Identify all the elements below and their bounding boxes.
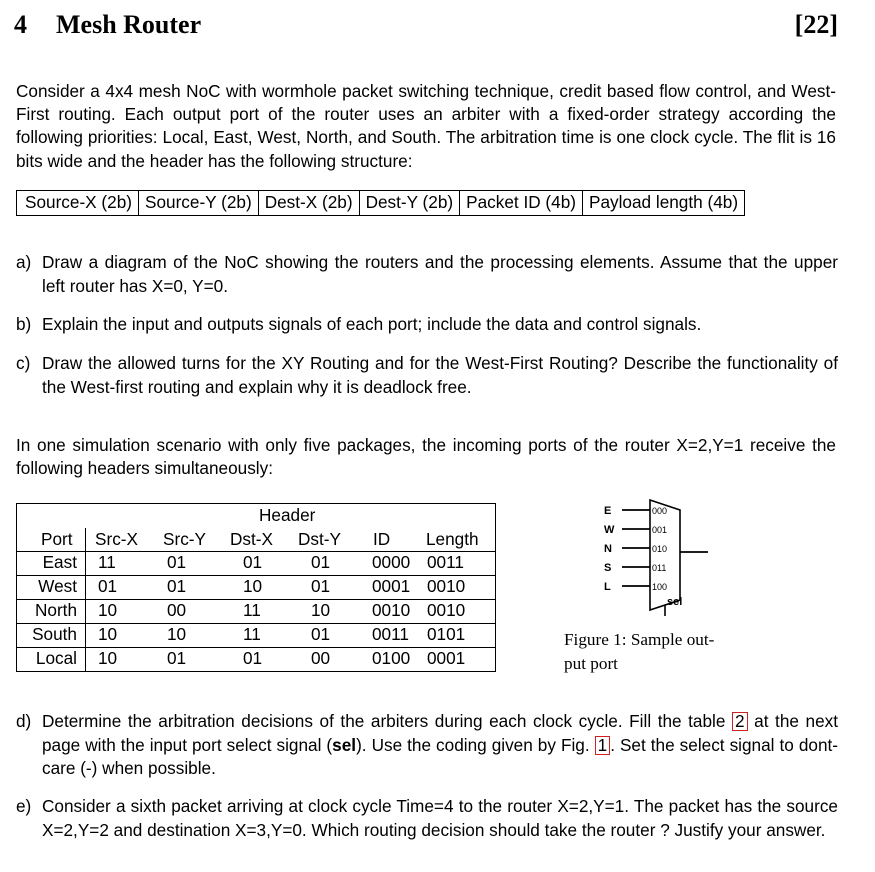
- question-label: b): [16, 314, 32, 334]
- sel-label: sel: [667, 596, 683, 608]
- question-text-part: . Set the select signal to dont-care (-) when possible.: [42, 734, 839, 778]
- mux-body: [650, 500, 683, 610]
- mux-input-label: W: [604, 524, 615, 536]
- figure-caption: [564, 628, 764, 676]
- question-a: [16, 251, 838, 298]
- table-cell: 01: [243, 648, 263, 668]
- column-header: Length: [426, 529, 479, 549]
- table-cell: 10: [167, 624, 187, 644]
- header-structure-table: [16, 190, 745, 216]
- table-cell: 11: [243, 600, 261, 620]
- table-cell: 01: [311, 576, 331, 596]
- table-cell: 01: [311, 552, 331, 572]
- column-header: Dst-X: [230, 529, 273, 549]
- question-label: e): [16, 796, 32, 816]
- question-label: d): [16, 711, 32, 731]
- question-c: [16, 352, 838, 399]
- scenario-paragraph: In one simulation scenario with only five packages, the incoming ports of the router X=2,Y=1 receive the following headers simultaneously:: [16, 435, 836, 479]
- table-cell: 01: [311, 624, 331, 644]
- table-cell: 11: [243, 624, 261, 644]
- sample-output-port-figure: [600, 498, 730, 616]
- question-text: Draw the allowed turns for the XY Routing and for the West-First Routing? Describe the functionality of the West-first routing and explain why it is deadlock free.: [42, 353, 838, 397]
- table-cell: 0010: [427, 600, 466, 620]
- field-payload-length: Payload length (4b): [582, 191, 744, 215]
- mux-input-code: 010: [652, 544, 668, 554]
- section-heading: [14, 10, 838, 46]
- mux-input-label: E: [604, 505, 612, 517]
- table-cell: 00: [311, 648, 331, 668]
- table-cell: 0001: [427, 648, 466, 668]
- table-cell: 0100: [372, 648, 411, 668]
- question-text: Explain the input and outputs signals of each port; include the data and control signals.: [42, 314, 702, 334]
- question-text: Consider a sixth packet arriving at clock cycle Time=4 to the router X=2,Y=1. The packet has the source X=2,Y=2 and destination X=3,Y=0. Which routing decision should take the router ? Justify your answer.: [42, 796, 838, 840]
- table-cell: 01: [167, 648, 187, 668]
- figure-reference-link[interactable]: 1: [595, 736, 611, 755]
- table-cell: 00: [167, 600, 187, 620]
- row-port-label: South: [32, 624, 77, 644]
- table-cell: 10: [98, 648, 118, 668]
- table-cell: 0010: [427, 576, 466, 596]
- question-text-part: Determine the arbitration decisions of the arbiters during each clock cycle. Fill the table: [42, 711, 726, 731]
- table-cell: 10: [98, 600, 118, 620]
- table-reference-link[interactable]: 2: [732, 712, 748, 731]
- question-label: a): [16, 252, 32, 272]
- table-cell: 0010: [372, 600, 411, 620]
- column-header: ID: [373, 529, 391, 549]
- table-cell: 01: [167, 552, 187, 572]
- mux-input-label: N: [604, 543, 612, 555]
- column-header: Port: [41, 529, 73, 549]
- question-b: [16, 313, 838, 337]
- column-header: Src-X: [95, 529, 138, 549]
- incoming-headers-table: [16, 503, 496, 672]
- table-cell: 10: [243, 576, 263, 596]
- column-header: Src-Y: [163, 529, 206, 549]
- mux-input-label: S: [604, 562, 612, 574]
- row-port-label: West: [38, 576, 77, 596]
- section-number: 4: [14, 10, 27, 39]
- column-header: Dst-Y: [298, 529, 341, 549]
- field-dest-x: Dest-X (2b): [258, 191, 359, 215]
- question-text: [42, 710, 838, 781]
- table-cell: 0011: [372, 624, 409, 644]
- table-cell: 0000: [372, 552, 411, 572]
- table-cell: 11: [98, 552, 116, 572]
- table-cell: 0101: [427, 624, 466, 644]
- table-cell: 01: [98, 576, 118, 596]
- question-text-part: at the next page with the input port select signal (: [42, 711, 839, 755]
- table-cell: 01: [243, 552, 263, 572]
- field-source-x: Source-X (2b): [25, 192, 132, 212]
- question-text-part: ). Use the coding given by Fig.: [356, 734, 590, 755]
- caption-line: Figure 1: Sample out-: [564, 630, 715, 649]
- table-cell: 10: [311, 600, 331, 620]
- field-dest-y: Dest-Y (2b): [359, 191, 460, 215]
- question-d: [16, 710, 838, 781]
- sel-keyword: sel: [332, 734, 357, 755]
- table-cell: 0001: [372, 576, 411, 596]
- table-cell: 0011: [427, 552, 464, 572]
- intro-paragraph: Consider a 4x4 mesh NoC with wormhole packet switching technique, credit based flow control, and West-First routing. Each output port of the router uses an arbiter with a fixed-order strategy according the following priorities: Local, East, West, North, and South. The arbitration time is one clock cycle. The flit is 16 bits wide and the header has the following structure:: [16, 81, 836, 171]
- header-group-title: Header: [259, 505, 316, 525]
- question-label: c): [16, 353, 31, 373]
- row-port-label: East: [42, 552, 77, 572]
- section-title: Mesh Router: [56, 10, 202, 39]
- caption-line: put port: [564, 654, 618, 673]
- row-port-label: Local: [35, 648, 77, 668]
- mux-input-code: 011: [652, 563, 667, 573]
- table-cell: 01: [167, 576, 187, 596]
- mux-diagram: [600, 498, 730, 616]
- mux-input-code: 100: [652, 582, 668, 592]
- question-e: [16, 795, 838, 842]
- mux-input-code: 000: [652, 506, 668, 516]
- field-packet-id: Packet ID (4b): [459, 191, 582, 215]
- mux-input-code: 001: [652, 525, 668, 535]
- mux-input-label: L: [604, 581, 611, 593]
- question-text: Draw a diagram of the NoC showing the routers and the processing elements. Assume that the upper left router has X=0, Y=0.: [42, 252, 838, 296]
- section-points: [22]: [794, 10, 838, 39]
- table-cell: 10: [98, 624, 118, 644]
- row-port-label: North: [34, 600, 77, 620]
- field-source-y: Source-Y (2b): [138, 191, 258, 215]
